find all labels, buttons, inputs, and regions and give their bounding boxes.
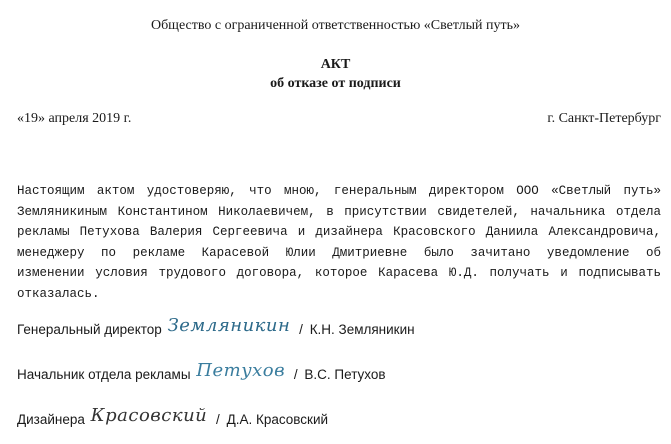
document-city: г. Санкт-Петербург xyxy=(547,111,661,126)
signature-name: К.Н. Земляникин xyxy=(309,322,415,337)
signature-slash: / xyxy=(299,322,303,337)
signature-role: Генеральный директор xyxy=(17,322,162,337)
signature-row-designer xyxy=(17,405,329,429)
handwritten-signature: Земляникин xyxy=(167,315,291,336)
document-date: «19» апреля 2019 г. xyxy=(17,111,132,126)
body-line: Настоящим актом удостоверяю, что мною, генеральным директором ООО «Светлый путь» xyxy=(17,184,661,198)
document-subtitle: об отказе от подписи xyxy=(270,76,401,91)
handwritten-signature: Красовский xyxy=(90,405,208,426)
signature-slash: / xyxy=(293,367,298,382)
document-title: АКТ xyxy=(320,57,351,72)
signature-row-director xyxy=(17,315,415,339)
signature-role: Дизайнера xyxy=(17,412,85,427)
document-body xyxy=(17,181,661,304)
signature-role: Начальник отдела рекламы xyxy=(17,367,191,382)
body-line: отказалась. xyxy=(17,286,100,301)
signature-slash: / xyxy=(216,412,220,427)
handwritten-signature: Петухов xyxy=(196,360,286,381)
signature-name: Д.А. Красовский xyxy=(226,412,329,427)
body-line: изменении условия трудового договора, которое Карасева Ю.Д. получать и подписывать xyxy=(17,266,661,280)
signature-name: В.С. Петухов xyxy=(304,367,386,382)
signature-row-ad-head xyxy=(17,360,386,384)
organization-name: Общество с ограниченной ответственностью «Светлый путь» xyxy=(150,18,521,33)
body-line: Земляникиным Константином Николаевичем, в присутствии свидетелей, начальника отдела xyxy=(17,204,661,219)
body-line: рекламы Петухова Валерия Сергеевича и дизайнера Красовского Даниила Александровича, xyxy=(17,225,661,239)
body-line: менеджеру по рекламе Карасевой Юлии Дмитриевне было зачитано уведомление об xyxy=(17,245,661,260)
